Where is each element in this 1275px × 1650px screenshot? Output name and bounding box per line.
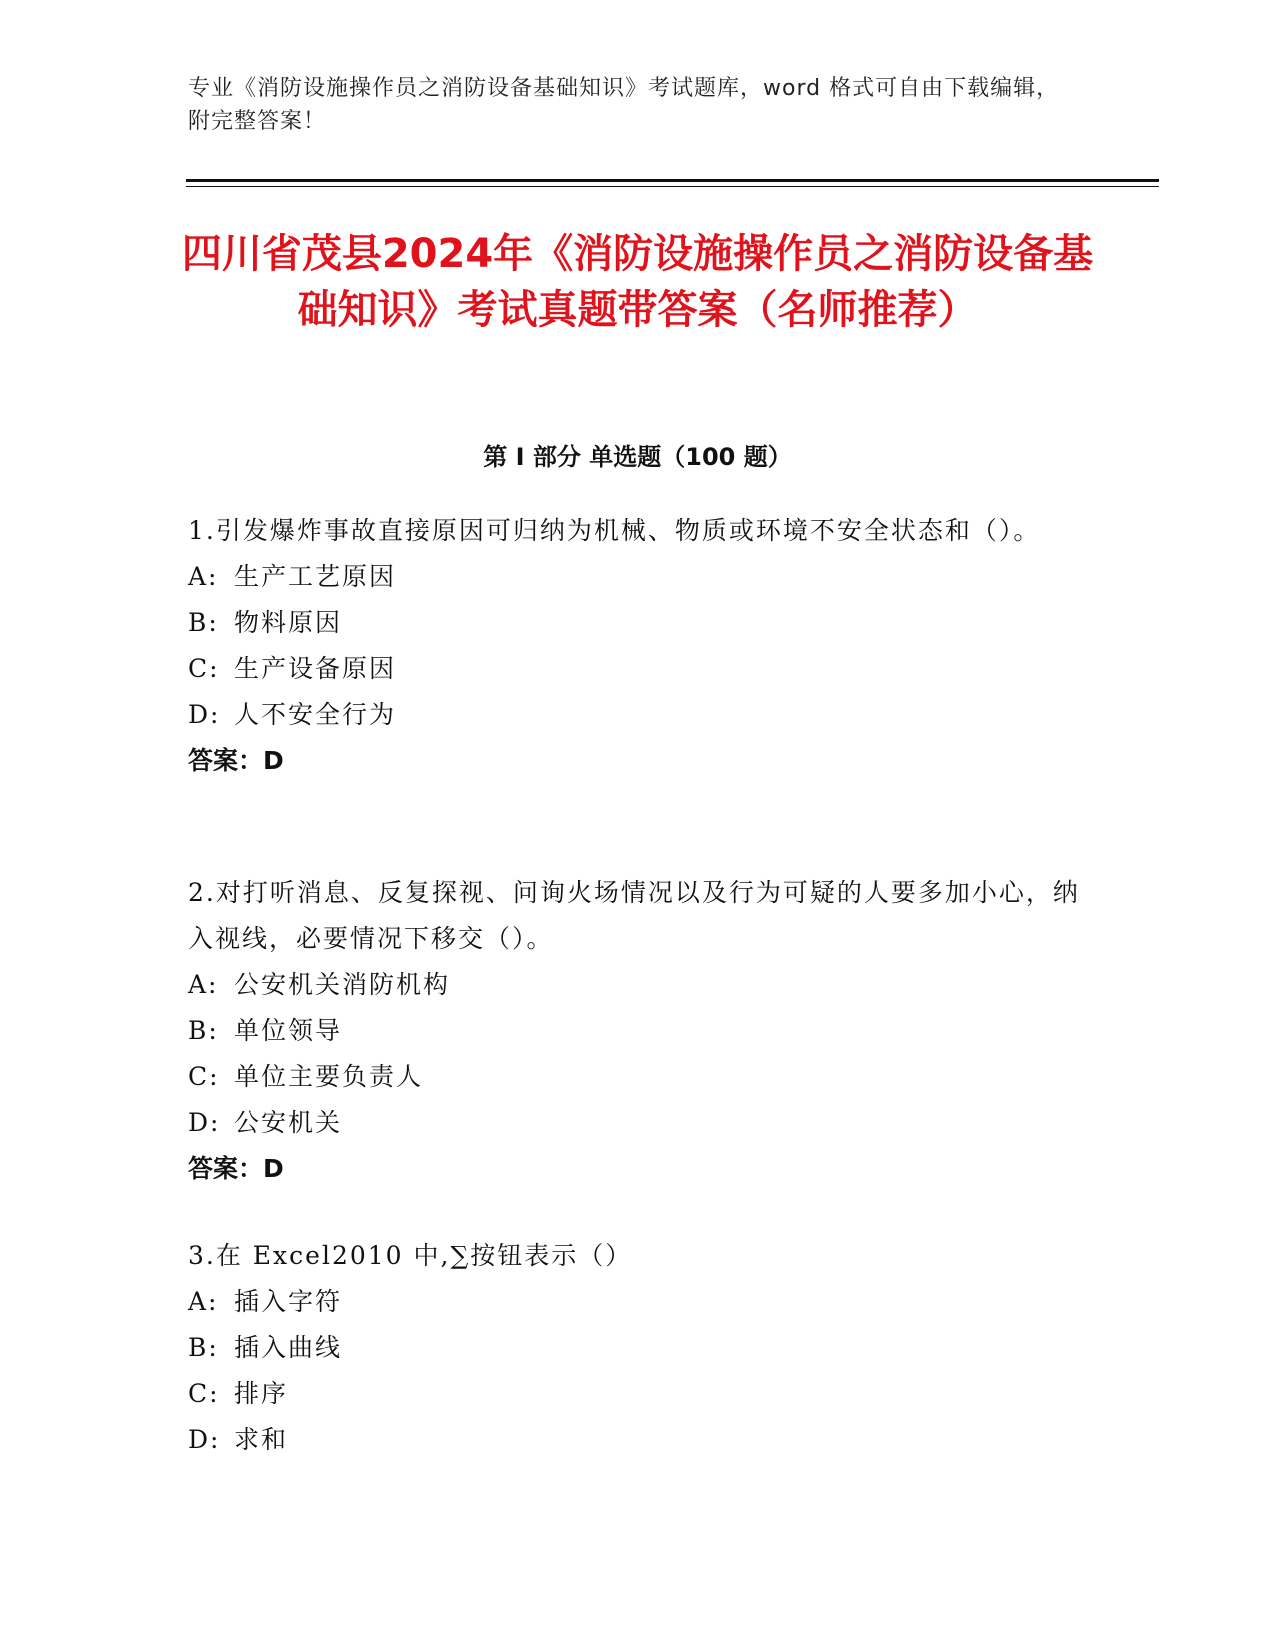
option-text: 排序	[234, 1379, 289, 1408]
question-1	[188, 508, 1088, 784]
option-b	[188, 1008, 1088, 1054]
option-key: A:	[188, 562, 219, 591]
option-text: 单位领导	[234, 1016, 343, 1045]
option-key: C:	[188, 654, 220, 683]
question-stem: 2.对打听消息、反复探视、问询火场情况以及行为可疑的人要多加小心，纳入视线，必要情况下移交（）。	[188, 878, 1080, 953]
question-2	[188, 870, 1088, 1192]
option-text: 单位主要负责人	[234, 1062, 424, 1091]
option-d	[188, 692, 1088, 738]
option-d	[188, 1417, 1088, 1463]
option-b	[188, 1325, 1088, 1371]
answer: 答案：D	[188, 1154, 284, 1183]
option-key: D:	[188, 1425, 221, 1454]
answer: 答案：D	[188, 746, 284, 775]
option-text: 求和	[234, 1425, 289, 1454]
option-b	[188, 600, 1088, 646]
option-text: 公安机关消防机构	[234, 970, 451, 999]
option-text: 物料原因	[234, 608, 343, 637]
option-a	[188, 1279, 1088, 1325]
option-key: C:	[188, 1062, 220, 1091]
option-a	[188, 962, 1088, 1008]
header-divider-thick	[186, 179, 1159, 182]
option-key: C:	[188, 1379, 220, 1408]
question-3	[188, 1233, 1088, 1463]
option-text: 生产设备原因	[234, 654, 397, 683]
option-key: A:	[188, 1287, 219, 1316]
option-key: B:	[188, 608, 219, 637]
option-key: B:	[188, 1016, 219, 1045]
option-text: 插入字符	[234, 1287, 343, 1316]
document-title: 四川省茂县2024年《消防设施操作员之消防设备基础知识》考试真题带答案（名师推荐）	[181, 231, 1094, 333]
option-text: 人不安全行为	[234, 700, 397, 729]
option-key: D:	[188, 700, 221, 729]
option-c	[188, 1371, 1088, 1417]
option-d	[188, 1100, 1088, 1146]
option-c	[188, 1054, 1088, 1100]
option-text: 公安机关	[234, 1108, 343, 1137]
option-c	[188, 646, 1088, 692]
option-key: B:	[188, 1333, 219, 1362]
option-text: 插入曲线	[234, 1333, 343, 1362]
section-title: 第 I 部分 单选题（100 题）	[483, 443, 792, 471]
header-divider-thin	[186, 186, 1159, 187]
header-note: 专业《消防设施操作员之消防设备基础知识》考试题库，word 格式可自由下载编辑，附完整答案！	[188, 76, 1060, 134]
option-key: A:	[188, 970, 219, 999]
question-stem: 1.引发爆炸事故直接原因可归纳为机械、物质或环境不安全状态和（）。	[188, 516, 1041, 545]
option-text: 生产工艺原因	[234, 562, 397, 591]
question-stem: 3.在 Excel2010 中,∑按钮表示（）	[188, 1241, 633, 1270]
option-key: D:	[188, 1108, 221, 1137]
option-a	[188, 554, 1088, 600]
